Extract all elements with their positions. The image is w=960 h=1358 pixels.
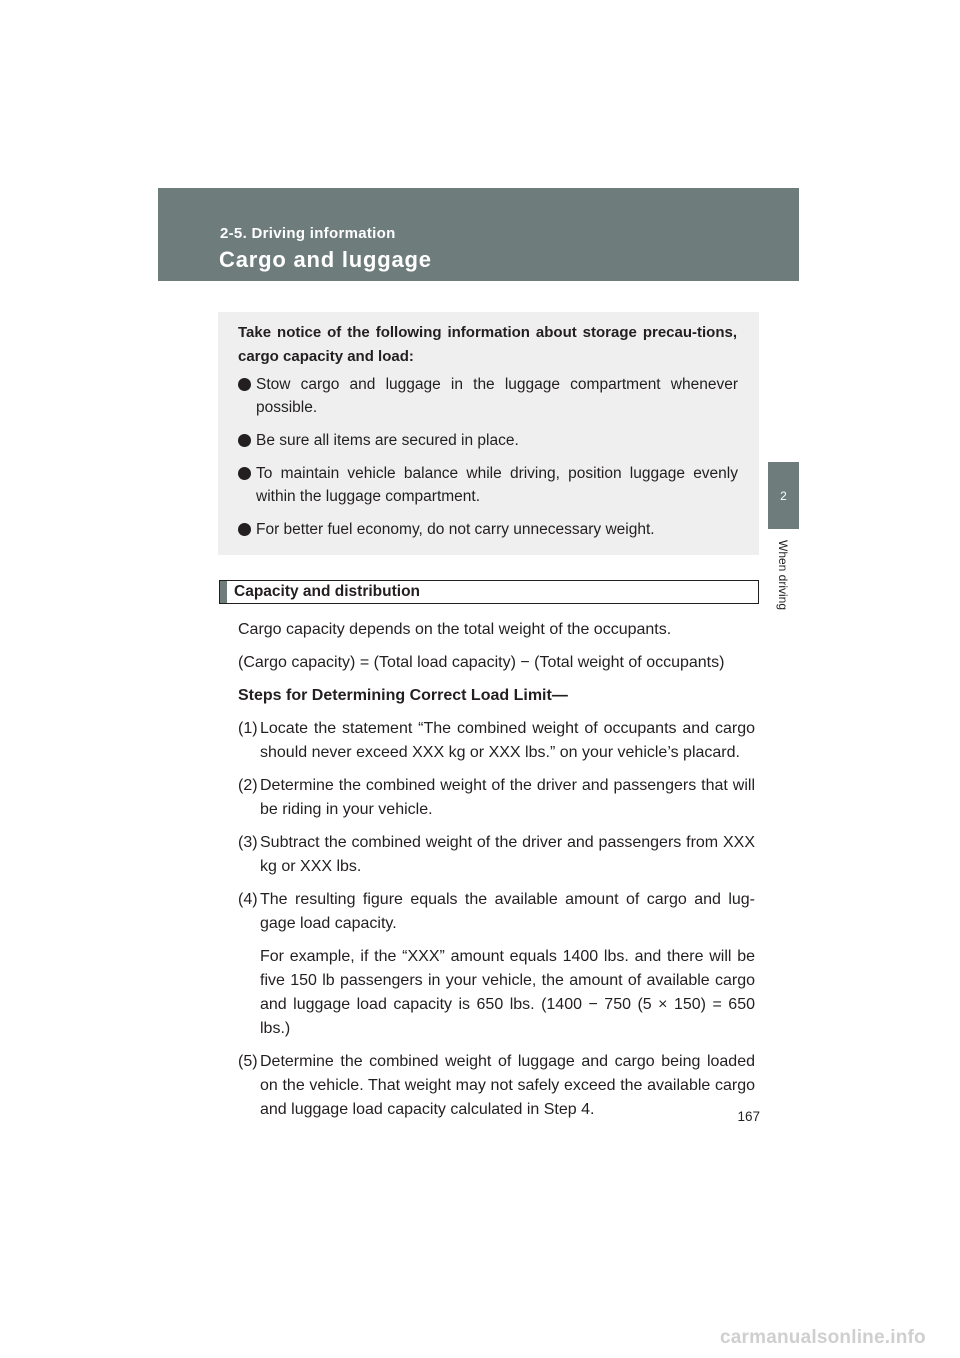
step-text: Locate the statement “The combined weight of occupants and cargo should never exceed XXX kg or XXX lbs.” on your vehicle’s placard. [260, 720, 755, 761]
step-number: (3) [238, 834, 258, 851]
notice-item [238, 429, 738, 452]
notice-item [238, 373, 738, 419]
step-text: The resulting figure equals the available amount of cargo and lug-gage load capacity. [260, 891, 755, 932]
bullet-icon [238, 378, 251, 391]
capacity-paragraph: Cargo capacity depends on the total weight of the occupants. [238, 621, 672, 638]
notice-item [238, 518, 738, 541]
page-number: 167 [737, 1109, 760, 1124]
step-number: (2) [238, 777, 258, 794]
chapter-header-band [158, 188, 799, 281]
steps-heading: Steps for Determining Correct Load Limit— [238, 687, 568, 704]
notice-lead: Take notice of the following information about storage precau-tions, cargo capacity and load: [238, 324, 737, 365]
step-item [238, 717, 755, 765]
section-heading-text: Capacity and distribution [234, 583, 421, 600]
notice-item-text: To maintain vehicle balance while driving, position luggage evenly within the luggage compartment. [256, 465, 738, 505]
section-body [238, 618, 755, 1131]
step-item [238, 774, 755, 822]
step-item [238, 888, 755, 936]
step-text: Determine the combined weight of luggage and cargo being loaded on the vehicle. That weight may not safely exceed the available cargo and luggage load capacity calculated in Step 4. [260, 1053, 755, 1118]
chapter-tab [768, 462, 799, 529]
chapter-label: When driving [776, 540, 790, 611]
section-heading [219, 580, 759, 604]
notice-list [238, 373, 738, 551]
heading-accent-bar [220, 581, 227, 603]
notice-item-text: Stow cargo and luggage in the luggage compartment whenever possible. [256, 376, 738, 416]
bullet-icon [238, 434, 251, 447]
chapter-number: 2 [780, 489, 787, 503]
page-title: Cargo and luggage [219, 247, 432, 272]
step-number: (4) [238, 891, 258, 908]
watermark: carmanualsonline.info [720, 1327, 926, 1348]
section-label: 2-5. Driving information [220, 225, 396, 242]
notice-box [218, 312, 759, 555]
notice-item-text: Be sure all items are secured in place. [256, 432, 519, 449]
step-item [238, 831, 755, 879]
step-number: (5) [238, 1053, 258, 1070]
capacity-formula: (Cargo capacity) = (Total load capacity) − (Total weight of occupants) [238, 654, 725, 671]
bullet-icon [238, 467, 251, 480]
bullet-icon [238, 523, 251, 536]
step-text: Determine the combined weight of the driver and passengers that will be riding in your vehicle. [260, 777, 755, 818]
notice-item-text: For better fuel economy, do not carry unnecessary weight. [256, 521, 655, 538]
step-item [238, 1050, 755, 1122]
step-number: (1) [238, 720, 258, 737]
notice-item [238, 462, 738, 508]
example-paragraph: For example, if the “XXX” amount equals 1400 lbs. and there will be five 150 lb passengers in your vehicle, the amount of available cargo and luggage load capacity is 650 lbs. (1400 − 750 (5 × 150) = 650 lbs.) [260, 948, 755, 1037]
step-text: Subtract the combined weight of the driver and passengers from XXX kg or XXX lbs. [260, 834, 755, 875]
